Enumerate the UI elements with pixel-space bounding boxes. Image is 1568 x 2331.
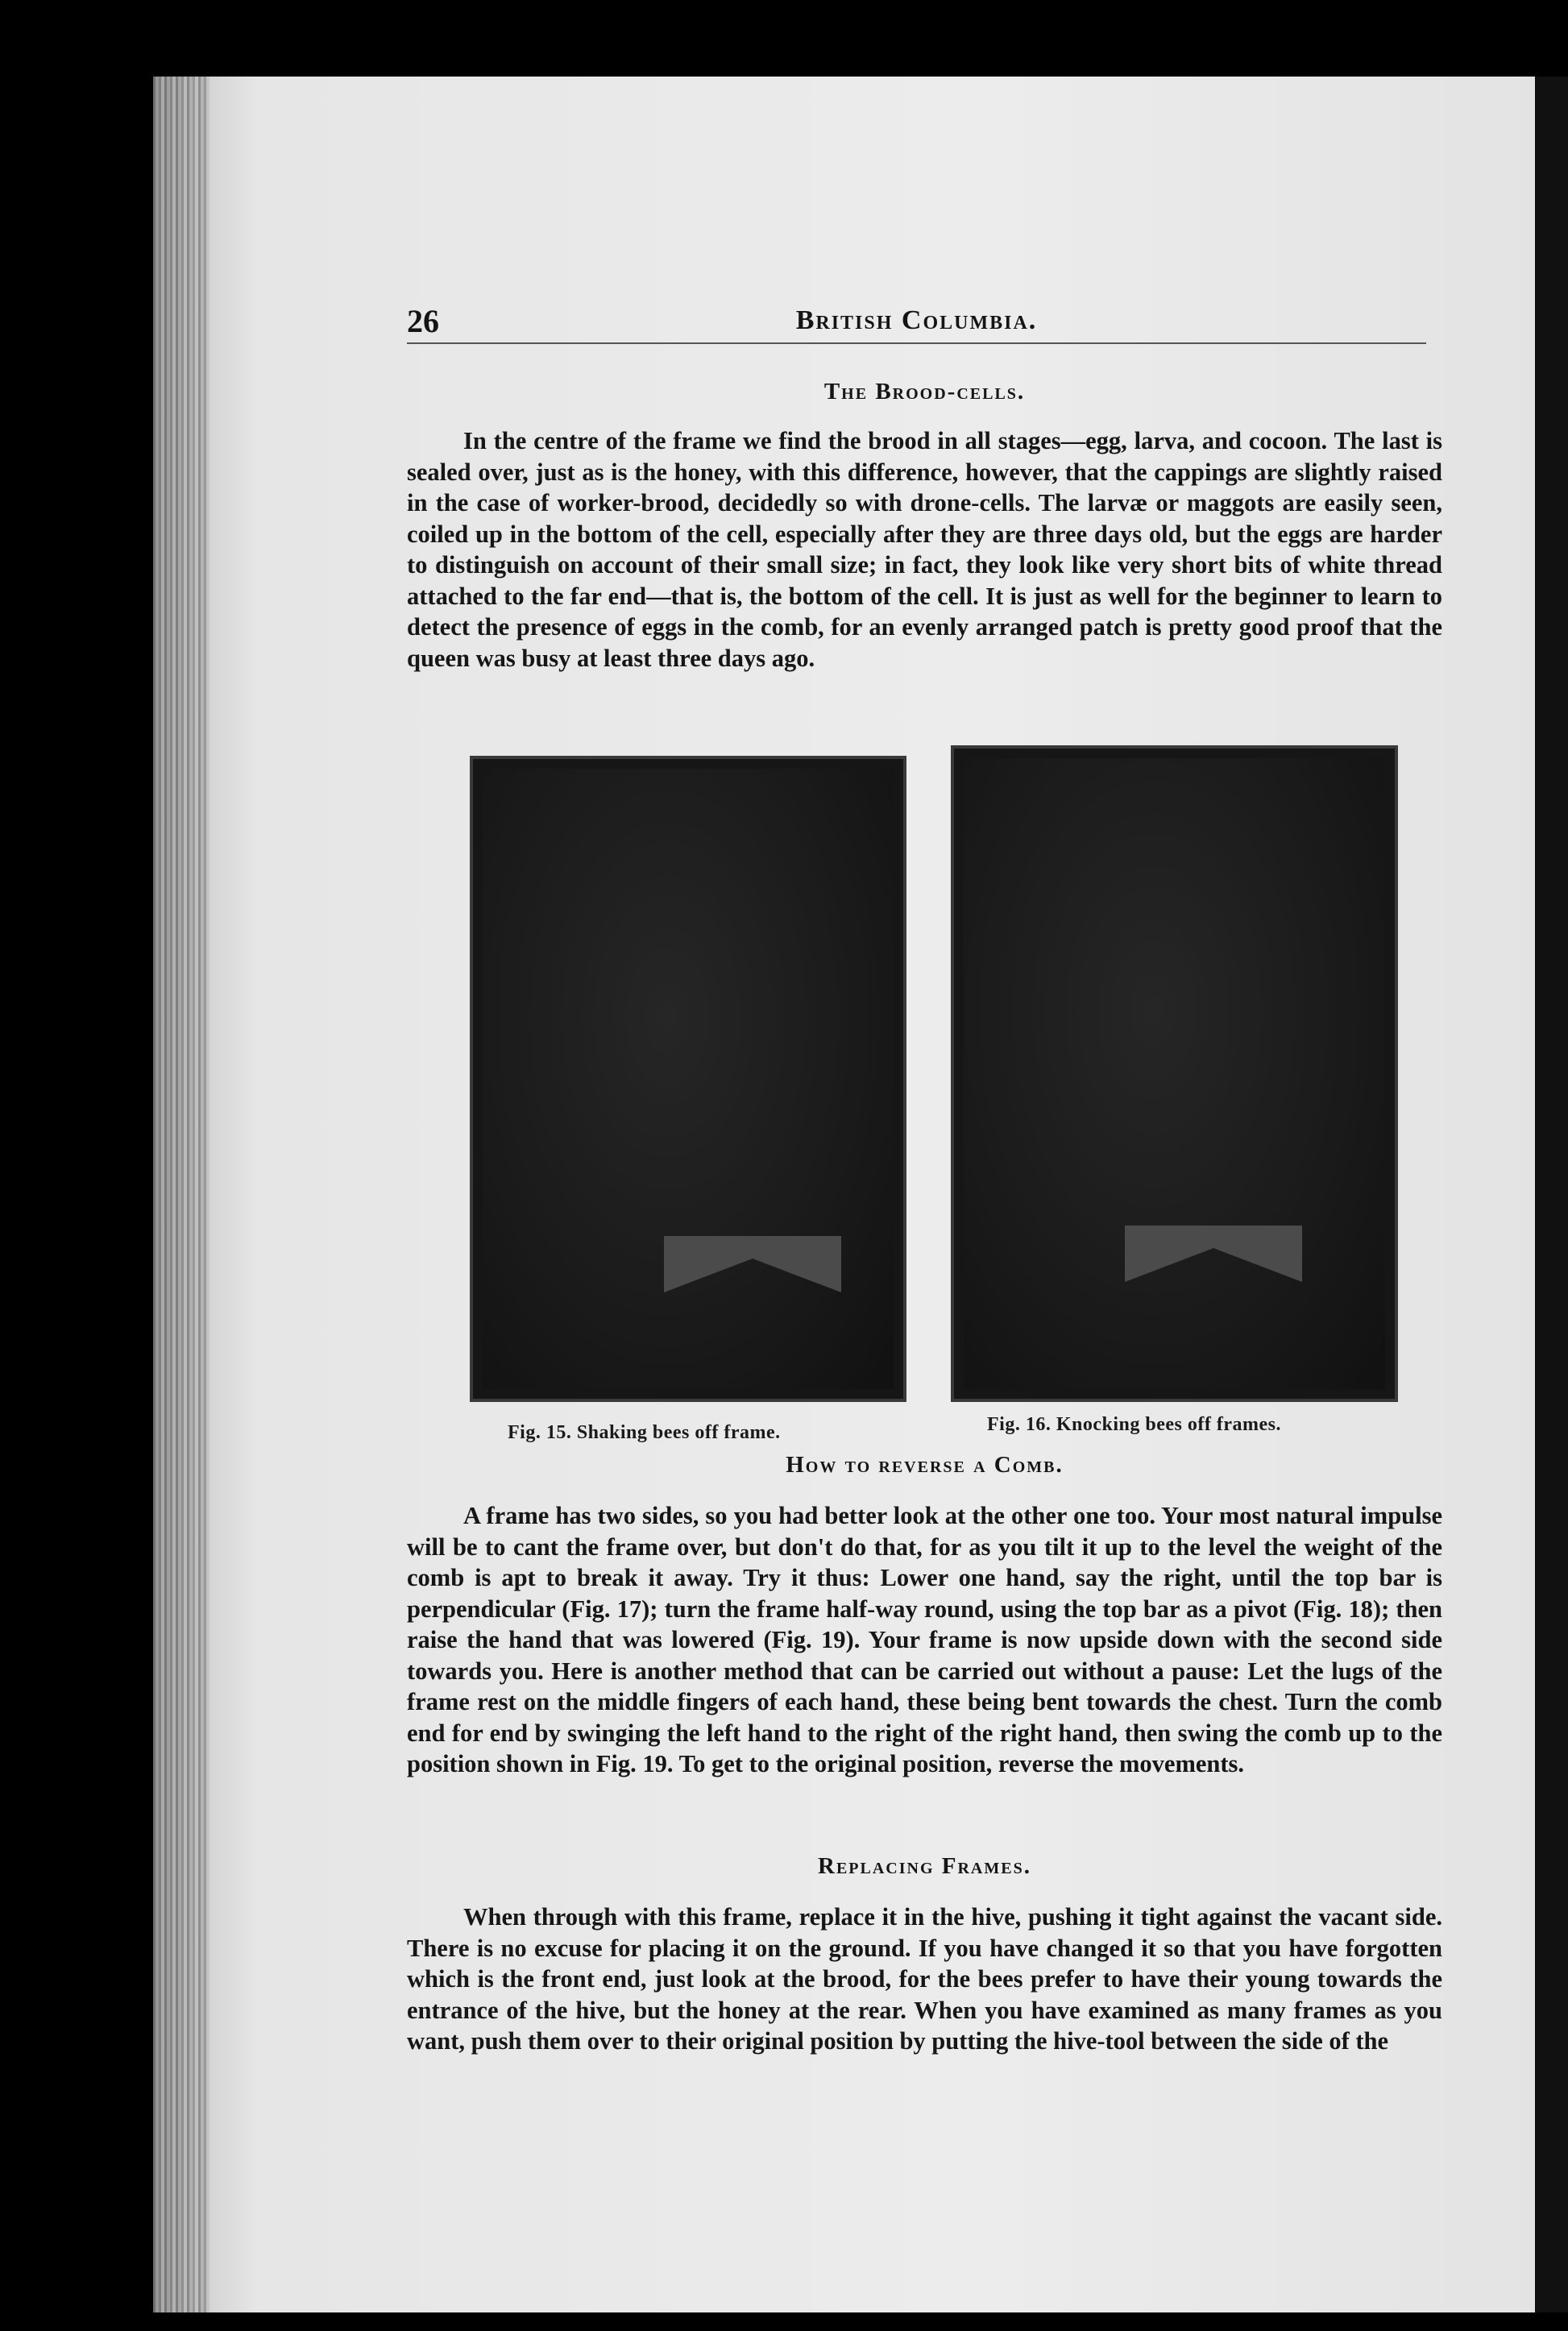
figure-15-photo [470,756,906,1402]
section-heading-reverse-comb: How to reverse a Comb. [786,1452,1064,1478]
figure-15-caption: Fig. 15. Shaking bees off frame. [508,1422,781,1443]
section-heading-replacing-frames: Replacing Frames. [818,1853,1031,1879]
running-head: British Columbia. [795,305,1038,335]
section-heading-brood-cells: The Brood-cells. [823,379,1026,404]
page-binding-edge [153,77,209,2312]
paragraph-reverse-comb: A frame has two sides, so you had better look at the other one too. Your most natural impulse will be to cant the frame over, but don't do that, for as you tilt it up to the level the weight of the comb is apt to break it away. Try it thus: Lower one hand, say the right, until the top bar is perpendicular (Fig. 17); turn the frame half-way round, using the top bar as a pivot (Fig. 18); then raise the hand that was lowered (Fig. 19). Your frame is now upside down with the second side towards you. Here is another method that can be carried out without a pause: Let the lugs of the frame rest on the middle fingers of each hand, these being bent towards the chest. Turn the comb end for end by swinging the left hand to the right of the right hand, then swing the comb up to the position shown in Fig. 19. To get to the original position, reverse the movements. [407,1502,1442,1777]
page-header [407,302,1426,342]
figure-16-photo [951,745,1398,1402]
figure-16-caption: Fig. 16. Knocking bees off frames. [987,1414,1281,1435]
paragraph-brood-cells: In the centre of the frame we find the brood in all stages—egg, larva, and cocoon. The last is sealed over, just as is the honey, with this difference, however, that the cappings are slightly raised in the case of worker-brood, decidedly so with drone-cells. The larvæ or maggots are easily seen, coiled up in the bottom of the cell, especially after they are three days old, but the eggs are harder to distinguish on account of their small size; in fact, they look like very short bits of white thread attached to the far end—that is, the bottom of the cell. It is just as well for the beginner to learn to detect the presence of eggs in the comb, for an evenly arranged patch is pretty good proof that the queen was busy at least three days ago. [407,427,1442,672]
header-rule [407,342,1426,344]
scan-border [1535,77,1568,2312]
figure-15-frame [664,1236,841,1292]
page-number: 26 [407,303,439,339]
figure-16-frame [1125,1226,1302,1282]
figure-15-image [483,769,894,1389]
figure-16-image [964,758,1385,1389]
paragraph-replacing-frames: When through with this frame, replace it in the hive, pushing it tight against the vacant side. There is no excuse for placing it on the ground. If you have changed it so that you have forgotten which is the front end, just look at the brood, for the bees prefer to have their young towards the entrance of the hive, but the honey at the rear. When you have examined as many frames as you want, push them over to their original position by putting the hive-tool between the side of the [407,1903,1442,2055]
